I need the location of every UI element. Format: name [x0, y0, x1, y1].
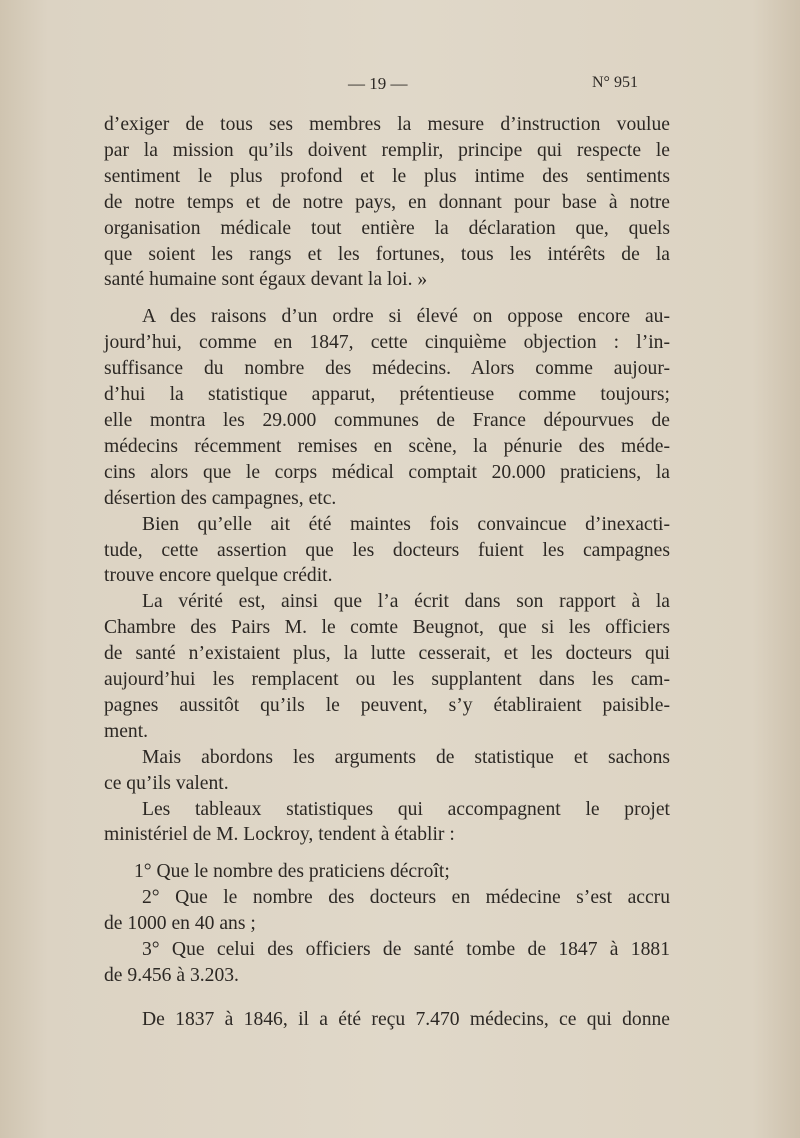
enumeration-item [104, 859, 670, 885]
text-line: d’exiger de tous ses membres la mesure d’instruction voulue [104, 114, 670, 135]
enumeration-item [104, 937, 670, 989]
text-line: jourd’hui, comme en 1847, cette cinquième objection : l’in- [104, 332, 670, 354]
page-header [0, 74, 800, 98]
text-line: suffisance du nombre des médecins. Alors comme aujour- [104, 358, 670, 380]
paragraph [104, 304, 670, 511]
text-line: Bien qu’elle ait été maintes fois convaincue d’inexacti- [142, 513, 670, 535]
enumeration-item [104, 885, 670, 937]
text-line: de 9.456 à 3.203. [104, 965, 239, 986]
text-line: d’hui la statistique apparut, prétentieuse comme toujours; [104, 384, 670, 406]
text-line: trouve encore quelque crédit. [104, 565, 333, 587]
text-line: que soient les rangs et les fortunes, tous les intérêts de la [104, 243, 670, 265]
text-line: de notre temps et de notre pays, en donnant pour base à notre [104, 191, 670, 213]
text-line: santé humaine sont égaux devant la loi. » [104, 269, 428, 291]
text-line: de santé n’existaient plus, la lutte cesserait, et les docteurs qui [104, 643, 670, 665]
text-line: 2° Que le nombre des docteurs en médecine s’est accru [142, 887, 670, 909]
text-line: 1° Que le nombre des praticiens décroît; [134, 861, 450, 883]
text-line: De 1837 à 1846, il a été reçu 7.470 médecins, ce qui donne [142, 1008, 670, 1030]
text-line: elle montra les 29.000 communes de France dépourvues de [104, 409, 670, 431]
text-line: organisation médicale tout entière la déclaration que, quels [104, 217, 670, 239]
page-body [104, 112, 670, 1033]
text-line: par la mission qu’ils doivent remplir, principe qui respecte le [104, 139, 670, 161]
paragraph [104, 589, 670, 744]
text-line: désertion des campagnes, etc. [104, 487, 337, 509]
text-line: tude, cette assertion que les docteurs fuient les campagnes [104, 539, 670, 561]
text-line: ministériel de M. Lockroy, tendent à établir : [104, 824, 455, 846]
document-number: N° 951 [592, 74, 638, 91]
text-line: A des raisons d’un ordre si élevé on oppose encore au- [142, 306, 670, 328]
paragraph [104, 797, 670, 849]
text-line: aujourd’hui les remplacent ou les supplantent dans les cam- [104, 669, 670, 691]
text-line: sentiment le plus profond et le plus intime des sentiments [104, 165, 670, 187]
text-line: Chambre des Pairs M. le comte Beugnot, que si les officiers [104, 617, 670, 639]
text-line: médecins récemment remises en scène, la pénurie des méde- [104, 435, 670, 457]
text-line: ment. [104, 720, 149, 742]
text-line: La vérité est, ainsi que l’a écrit dans son rapport à la [142, 591, 670, 613]
text-line: pagnes aussitôt qu’ils le peuvent, s’y établiraient paisible- [104, 694, 670, 716]
text-line: de 1000 en 40 ans ; [104, 913, 256, 935]
text-line: cins alors que le corps médical comptait 20.000 praticiens, la [104, 461, 670, 483]
page-number: — 19 — [348, 74, 408, 93]
text-line: 3° Que celui des officiers de santé tombe de 1847 à 1881 [142, 939, 670, 961]
paragraph [104, 745, 670, 797]
text-line: Les tableaux statistiques qui accompagnent le projet [142, 798, 670, 820]
text-line: Mais abordons les arguments de statistique et sachons [142, 746, 670, 768]
text-line: ce qu’ils valent. [104, 772, 229, 794]
paragraph [104, 1007, 670, 1033]
paragraph [104, 512, 670, 590]
paragraph [104, 112, 670, 293]
